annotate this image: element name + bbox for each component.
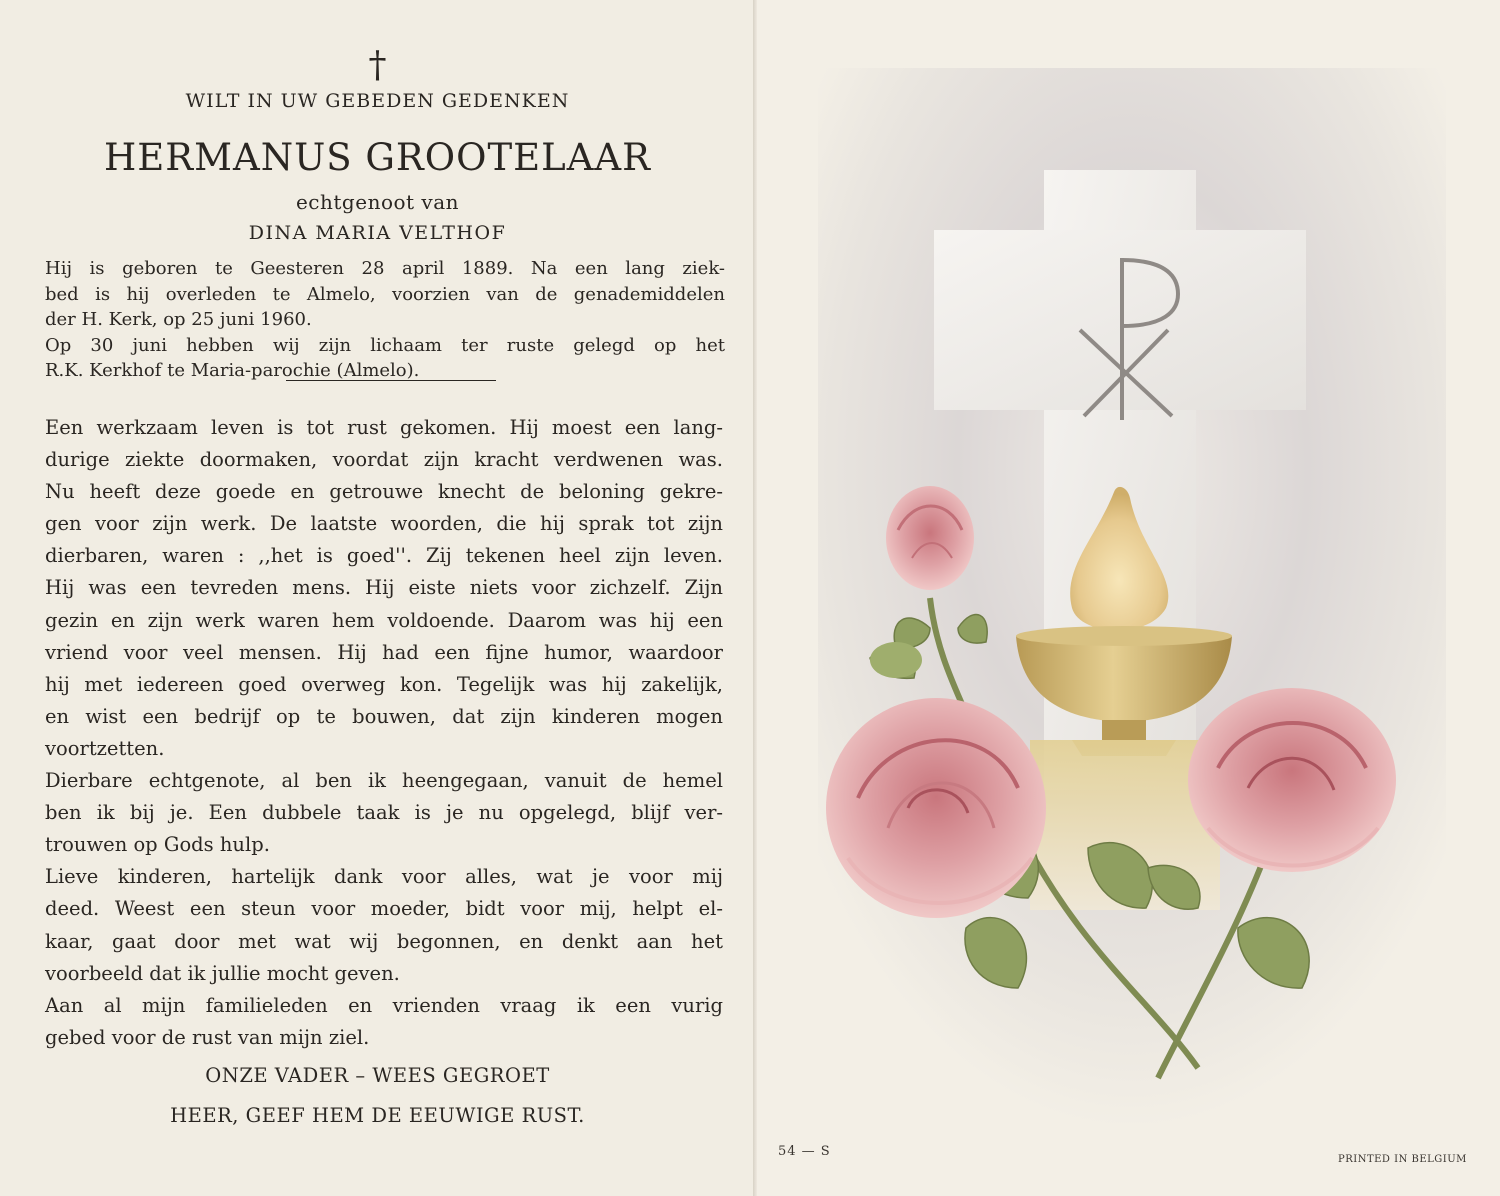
prayer-line: HEER, GEEF HEM DE EEUWIGE RUST.	[170, 1104, 585, 1127]
text-line: ben ik bij je. Een dubbele taak is je nu opgelegd, blijf ver-	[45, 801, 723, 825]
text-line: voorbeeld dat ik jullie mocht geven.	[45, 961, 400, 985]
text-line: trouwen op Gods hulp.	[45, 833, 270, 857]
rose-bud	[886, 486, 974, 590]
text-line: Nu heeft deze goede en getrouwe knecht de beloning gekre-	[45, 480, 723, 504]
spouse-label: echtgenoot van	[295, 190, 460, 214]
prayer-line: ONZE VADER – WEES GEGROET	[205, 1064, 550, 1087]
printer-note: PRINTED IN BELGIUM	[1338, 1154, 1467, 1165]
memorial-text	[45, 412, 723, 1054]
spouse-name: DINA MARIA VELTHOF	[248, 222, 507, 244]
text-line: deed. Weest een steun voor moeder, bidt voor mij, helpt el-	[45, 897, 723, 921]
text-line: en wist een bedrijf op te bouwen, dat zijn kinderen mogen	[45, 704, 723, 728]
text-line: hij met iedereen goed overweg kon. Tegelijk was hij zakelijk,	[45, 672, 723, 696]
text-line: Lieve kinderen, hartelijk dank voor alles, wat je voor mij	[45, 865, 723, 889]
card-code: 54 — S	[778, 1144, 831, 1159]
rose-left	[826, 698, 1046, 918]
green-bud	[870, 642, 922, 678]
devotional-illustration	[818, 68, 1446, 1128]
text-line: voortzetten.	[45, 736, 165, 760]
text-line: durige ziekte doormaken, voordat zijn kracht verdwenen was.	[45, 448, 723, 472]
text-line: gezin en zijn werk waren hem voldoende. Daarom was hij een	[45, 608, 723, 632]
text-line: gen voor zijn werk. De laatste woorden, die hij sprak tot zijn	[45, 512, 723, 536]
heading: WILT IN UW GEBEDEN GEDENKEN	[185, 90, 570, 112]
bio-line: Hij is geboren te Geesteren 28 april 1889. Na een lang ziek-	[45, 258, 725, 279]
text-line: Dierbare echtgenote, al ben ik heengegaan, vanuit de hemel	[45, 769, 723, 793]
text-line: Hij was een tevreden mens. Hij eiste niets voor zichzelf. Zijn	[45, 576, 723, 600]
text-line: dierbaren, waren : ,,het is goed''. Zij tekenen heel zijn leven.	[45, 544, 723, 568]
text-line: kaar, gaat door met wat wij begonnen, en denkt aan het	[45, 929, 723, 953]
text-line: Aan al mijn familieleden en vrienden vraag ik een vurig	[45, 993, 723, 1017]
bio-line: der H. Kerk, op 25 juni 1960.	[45, 309, 312, 330]
cross-icon: †	[368, 45, 387, 86]
bio-line: Op 30 juni hebben wij zijn lichaam ter ruste gelegd op het	[45, 334, 725, 356]
biography	[45, 256, 725, 384]
text-line: vriend voor veel mensen. Hij had een fijne humor, waardoor	[45, 640, 723, 664]
text-line: Een werkzaam leven is tot rust gekomen. Hij moest een lang-	[45, 416, 723, 439]
deceased-name: HERMANUS GROOTELAAR	[103, 136, 652, 179]
rose-right	[1188, 688, 1396, 872]
bio-line: R.K. Kerkhof te Maria-parochie (Almelo).	[45, 360, 420, 381]
bio-line: bed is hij overleden te Almelo, voorzien van de genademiddelen	[45, 283, 725, 305]
divider	[286, 380, 496, 381]
text-line: gebed voor de rust van mijn ziel.	[45, 1025, 370, 1049]
